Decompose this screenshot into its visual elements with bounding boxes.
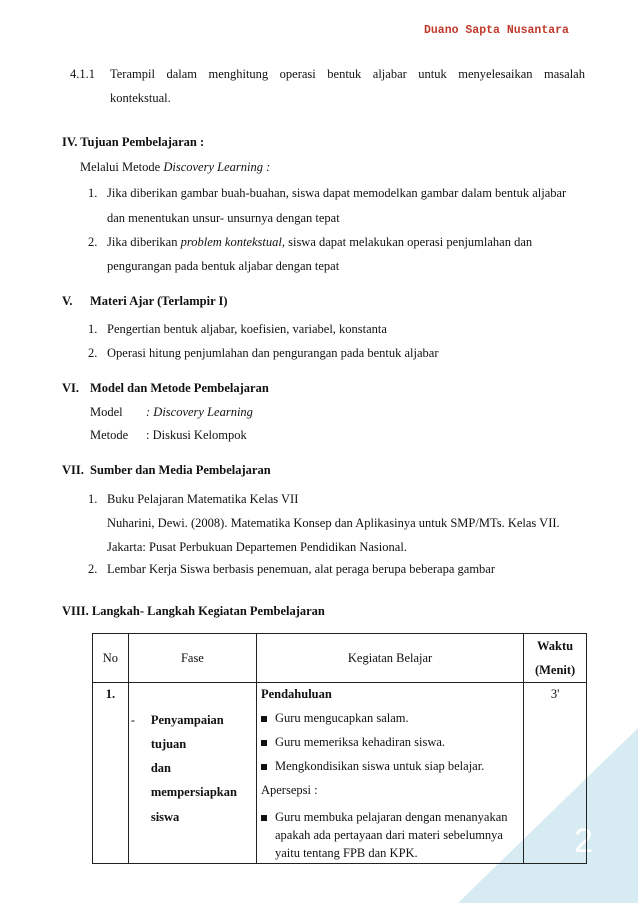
section-4-item2-line1: Jika diberikan problem kontekstual, siswa dapat melakukan operasi penjumlahan dan <box>107 235 533 249</box>
section-4-item1-line1: Jika diberikan gambar buah-buahan, siswa dapat memodelkan gambar dalam bentuk aljabar <box>107 186 567 200</box>
bullet-icon <box>261 716 267 722</box>
list-item: Guru mengucapkan salam. <box>261 711 409 726</box>
header-fase: Fase <box>128 634 256 683</box>
section-4-item2-line2: pengurangan pada bentuk aljabar dengan tepat <box>107 259 340 273</box>
section-7-item1-line1: Buku Pelajaran Matematika Kelas VII <box>107 492 299 506</box>
fase-dash: - <box>130 713 135 727</box>
section-5-item2-number: 2. <box>88 346 98 360</box>
section-6-title: Model dan Metode Pembelajaran <box>90 381 269 395</box>
kegiatan-title: Pendahuluan <box>260 687 332 701</box>
indicator-line1: Terampil dalam menghitung operasi bentuk aljabar untuk menyelesaikan masalah <box>110 67 585 81</box>
model-value: : Discovery Learning <box>146 405 253 419</box>
header-kegiatan: Kegiatan Belajar <box>256 634 523 683</box>
fase-line: tujuan <box>150 737 187 751</box>
section-4-title: IV. Tujuan Pembelajaran : <box>62 135 205 149</box>
section-7-item1-number: 1. <box>88 492 98 506</box>
list-item: Guru memeriksa kehadiran siswa. <box>261 735 445 750</box>
table-row <box>93 683 587 864</box>
section-4-item2-number: 2. <box>88 235 98 249</box>
model-label: Model <box>90 405 123 419</box>
metode-value: : Diskusi Kelompok <box>146 428 247 442</box>
list-item: Mengkondisikan siswa untuk siap belajar. <box>261 759 484 774</box>
section-8-title: VIII. Langkah- Langkah Kegiatan Pembelajaran <box>62 604 325 618</box>
row1-waktu: 3' <box>524 683 587 864</box>
header-no: No <box>93 634 129 683</box>
apersepsi-label: Apersepsi : <box>260 783 318 797</box>
fase-line: siswa <box>150 810 180 824</box>
section-7-number: VII. <box>62 463 84 477</box>
section-5-title: Materi Ajar (Terlampir I) <box>90 294 228 308</box>
row1-kegiatan <box>256 683 523 864</box>
row1-no: 1. <box>93 683 129 864</box>
section-6-number: VI. <box>62 381 80 395</box>
fase-line: mempersiapkan <box>150 785 237 799</box>
bullet-icon <box>261 815 267 821</box>
list-item-continuation: apakah ada pertayaan dari materi sebelumnya <box>274 828 503 842</box>
section-4-item1-number: 1. <box>88 186 98 200</box>
page-number: 2 <box>574 822 593 860</box>
fase-line: Penyampaian <box>150 713 224 727</box>
section-7-item2: Lembar Kerja Siswa berbasis penemuan, alat peraga berupa beberapa gambar <box>107 562 496 576</box>
indicator-line2: kontekstual. <box>110 91 171 105</box>
header-waktu: Waktu (Menit) <box>524 634 587 683</box>
indicator-number: 4.1.1 <box>70 67 95 81</box>
section-5-item1-number: 1. <box>88 322 98 336</box>
activity-table <box>92 633 587 864</box>
list-item: Guru membuka pelajaran dengan menanyakan <box>261 810 508 825</box>
fase-line: dan <box>150 761 171 775</box>
table-header-row <box>93 634 587 683</box>
bullet-icon <box>261 740 267 746</box>
bullet-icon <box>261 764 267 770</box>
section-5-item2: Operasi hitung penjumlahan dan pengurangan pada bentuk aljabar <box>107 346 439 360</box>
section-5-number: V. <box>62 294 73 308</box>
section-7-item1-line3: Jakarta: Pusat Perbukuan Departemen Pendidikan Nasional. <box>107 540 407 554</box>
row1-fase <box>128 683 256 864</box>
metode-label: Metode <box>90 428 129 442</box>
section-4-intro: Melalui Metode Discovery Learning : <box>80 160 271 174</box>
section-5-item1: Pengertian bentuk aljabar, koefisien, variabel, konstanta <box>107 322 387 336</box>
section-7-item1-line2: Nuharini, Dewi. (2008). Matematika Konsep dan Aplikasinya untuk SMP/MTs. Kelas VII. <box>107 516 560 530</box>
section-7-item2-number: 2. <box>88 562 98 576</box>
list-item-continuation: yaitu tentang FPB dan KPK. <box>274 846 418 860</box>
header-brand: Duano Sapta Nusantara <box>424 24 569 37</box>
section-7-title: Sumber dan Media Pembelajaran <box>90 463 271 477</box>
section-4-item1-line2: dan menentukan unsur- unsurnya dengan tepat <box>107 211 340 225</box>
